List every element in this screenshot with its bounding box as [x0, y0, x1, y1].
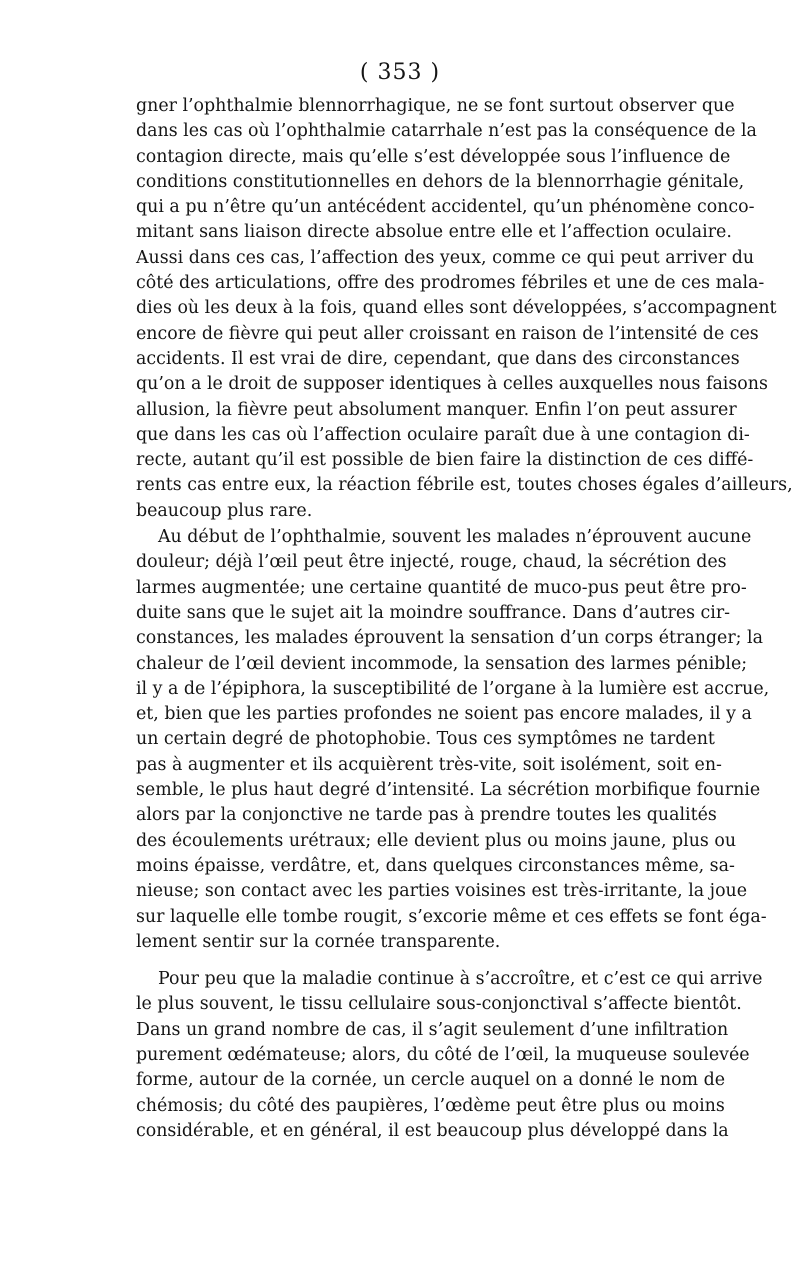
text-line: accidents. Il est vrai de dire, cependant, que dans des circonstances [136, 348, 740, 369]
text-line: le plus souvent, le tissu cellulaire sous-conjonctival s’affecte bientôt. [136, 994, 742, 1015]
text-line: sur laquelle elle tombe rougit, s’excorie même et ces effets se font éga- [136, 906, 767, 927]
text-line: Aussi dans ces cas, l’affection des yeux, comme ce qui peut arriver du [136, 247, 755, 268]
text-line: Au début de l’ophthalmie, souvent les malades n’éprouvent aucune [158, 527, 752, 548]
text-line: chémosis; du côté des paupières, l’œdème peut être plus ou moins [136, 1095, 725, 1116]
text-line: qu’on a le droit de supposer identiques à celles auxquelles nous faisons [136, 374, 768, 395]
text-line: forme, autour de la cornée, un cercle auquel on a donné le nom de [136, 1070, 725, 1091]
text-line: allusion, la fièvre peut absolument manquer. Enfin l’on peut assurer [136, 399, 737, 420]
text-line: considérable, et en général, il est beaucoup plus développé dans la [136, 1120, 729, 1141]
page-number: ( 353 ) [359, 60, 441, 85]
text-line: rents cas entre eux, la réaction fébrile est, toutes choses égales d’ailleurs, [136, 475, 793, 496]
page-body [136, 94, 793, 1144]
text-line: côté des articulations, offre des prodromes fébriles et une de ces mala- [136, 273, 765, 294]
paragraph-1 [136, 94, 793, 524]
text-line: larmes augmentée; une certaine quantité de muco-pus peut être pro- [136, 577, 747, 598]
text-line: alors par la conjonctive ne tarde pas à prendre toutes les qualités [136, 805, 717, 826]
text-line: qui a pu n’être qu’un antécédent accidentel, qu’un phénomène conco- [136, 197, 755, 218]
text-line: contagion directe, mais qu’elle s’est développée sous l’influence de [136, 146, 731, 167]
text-line: duite sans que le sujet ait la moindre souffrance. Dans d’autres cir- [136, 602, 731, 623]
paragraph-3 [136, 967, 763, 1144]
text-line: mitant sans liaison directe absolue entre elle et l’affection oculaire. [136, 222, 732, 243]
text-line: gner l’ophthalmie blennorrhagique, ne se font surtout observer que [136, 96, 735, 116]
text-line: semble, le plus haut degré d’intensité. La sécrétion morbifique fournie [136, 780, 761, 801]
text-line: constances, les malades éprouvent la sensation d’un corps étranger; la [136, 628, 763, 649]
text-line: lement sentir sur la cornée transparente. [136, 931, 501, 952]
text-line: des écoulements urétraux; elle devient plus ou moins jaune, plus ou [136, 830, 737, 851]
text-line: Pour peu que la maladie continue à s’accroître, et c’est ce qui arrive [158, 969, 763, 990]
text-line: encore de fièvre qui peut aller croissant en raison de l’intensité de ces [136, 323, 759, 344]
text-line: il y a de l’épiphora, la susceptibilité de l’organe à la lumière est accrue, [136, 678, 770, 699]
text-line: que dans les cas où l’affection oculaire paraît due à une contagion di- [136, 424, 750, 445]
text-line: moins épaisse, verdâtre, et, dans quelques circonstances même, sa- [136, 855, 735, 876]
text-line: purement œdémateuse; alors, du côté de l’œil, la muqueuse soulevée [136, 1044, 750, 1065]
text-line: conditions constitutionnelles en dehors de la blennorrhagie génitale, [136, 171, 745, 192]
text-line: beaucoup plus rare. [136, 500, 313, 521]
text-line: chaleur de l’œil devient incommode, la sensation des larmes pénible; [136, 653, 748, 674]
text-line: recte, autant qu’il est possible de bien faire la distinction de ces diffé- [136, 450, 754, 471]
text-line: Dans un grand nombre de cas, il s’agit seulement d’une infiltration [136, 1019, 729, 1040]
text-line: douleur; déjà l’œil peut être injecté, rouge, chaud, la sécrétion des [136, 552, 727, 573]
text-line: nieuse; son contact avec les parties voisines est très-irritante, la joue [136, 881, 748, 902]
paragraph-2 [136, 525, 770, 955]
text-line: pas à augmenter et ils acquièrent très-vite, soit isolément, soit en- [136, 754, 722, 775]
text-line: et, bien que les parties profondes ne soient pas encore malades, il y a [136, 704, 752, 725]
text-line: dans les cas où l’ophthalmie catarrhale n’est pas la conséquence de la [136, 121, 757, 142]
text-line: dies où les deux à la fois, quand elles sont développées, s’accompagnent [136, 298, 777, 319]
text-line: un certain degré de photophobie. Tous ces symptômes ne tardent [136, 729, 715, 750]
